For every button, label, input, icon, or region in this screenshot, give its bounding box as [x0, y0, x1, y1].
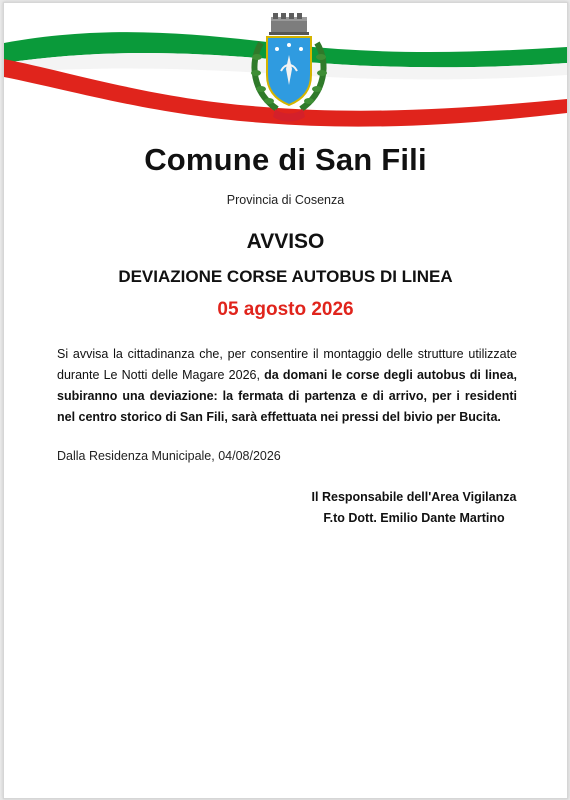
- notice-body: [57, 344, 517, 428]
- signature-name: F.to Dott. Emilio Dante Martino: [323, 511, 505, 525]
- notice-heading: DEVIAZIONE CORSE AUTOBUS DI LINEA: [118, 267, 453, 286]
- notice-label: AVVISO: [246, 230, 325, 253]
- notice-date: 05 agosto 2026: [217, 299, 354, 320]
- signature-role: Il Responsabile dell'Area Vigilanza: [311, 490, 517, 504]
- province-subtitle: Provincia di Cosenza: [226, 193, 345, 207]
- coat-of-arms-icon: [247, 13, 331, 125]
- page-title: Comune di San Fili: [144, 142, 427, 177]
- dated-line: Dalla Residenza Municipale, 04/08/2026: [57, 449, 281, 463]
- body-intro: Si avvisa la cittadinanza che, per consentire il montaggio delle strutture utilizzate durante Le Notti delle Magare 2026,: [57, 347, 517, 382]
- signature-block: [284, 487, 544, 529]
- document-page: [3, 2, 568, 799]
- body-bold: da domani le corse degli autobus di linea, subiranno una deviazione: la fermata di partenza e di arrivo, per i residenti nel centro storico di San Fili, sarà effettuata nei pressi del bivio per Bucita.: [57, 368, 517, 424]
